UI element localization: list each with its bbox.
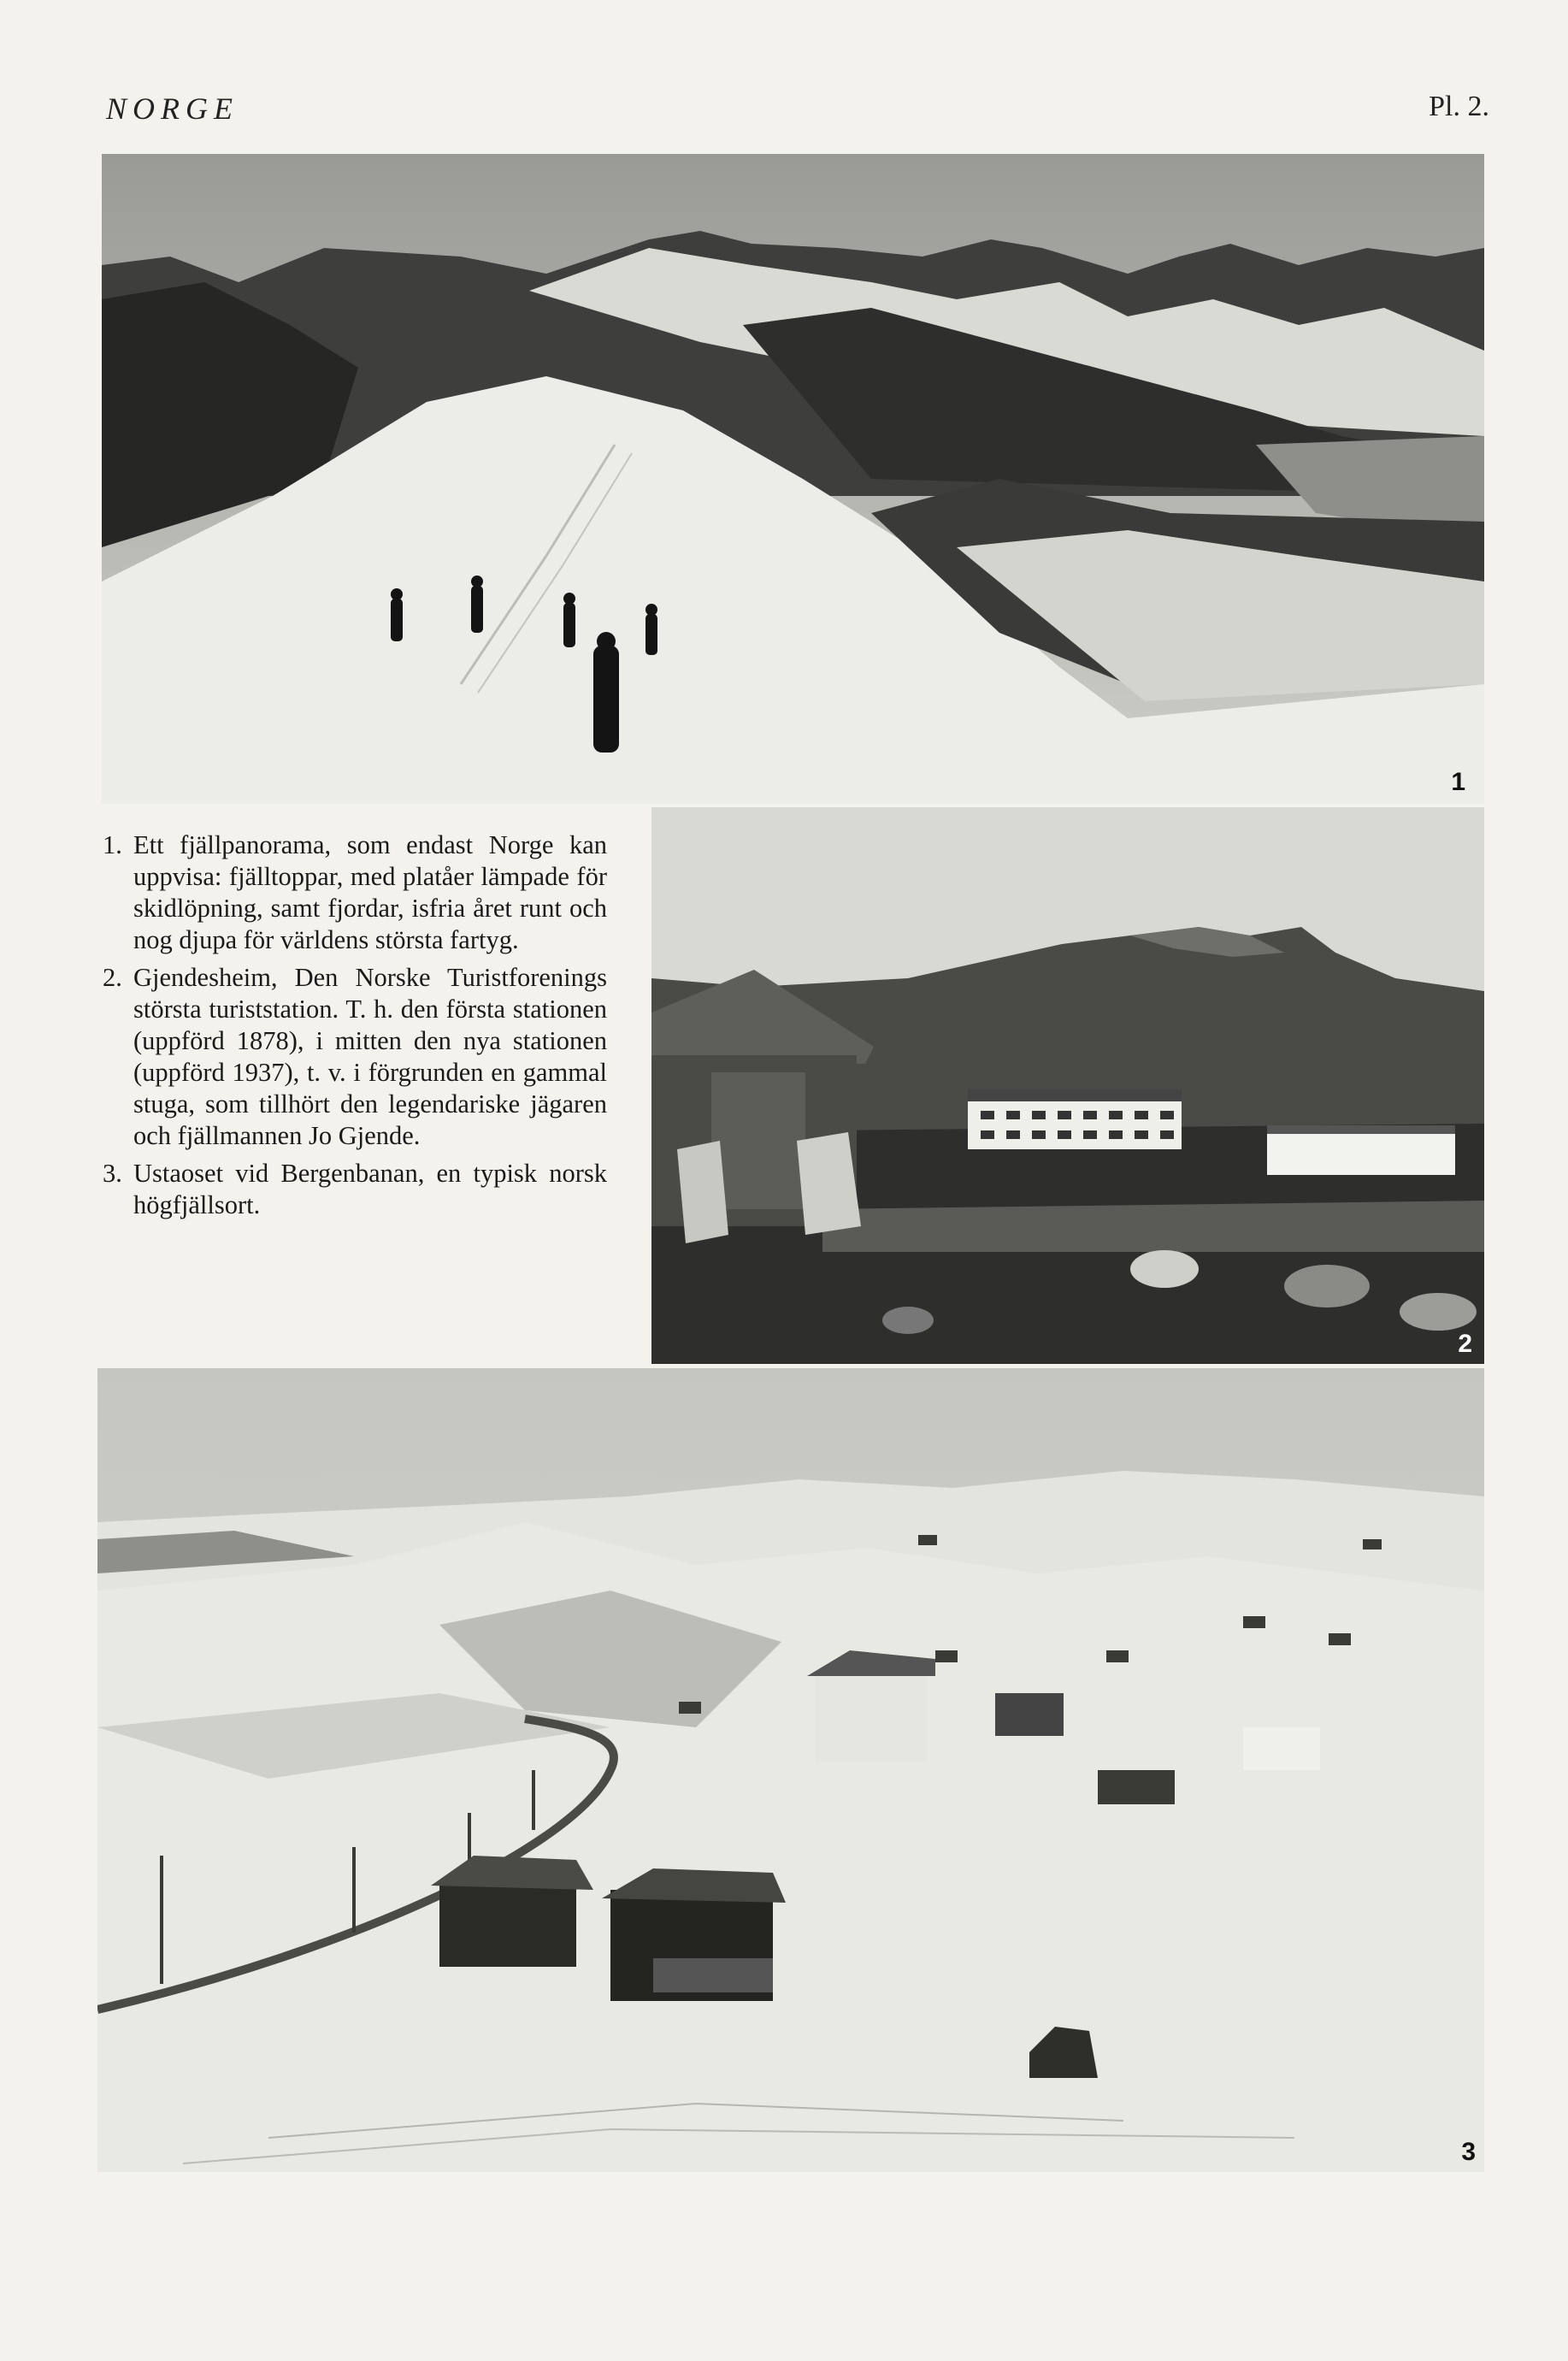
caption-3-number: 3.: [103, 1159, 122, 1188]
mountain-panorama-image: [102, 154, 1484, 804]
header-plate-number: Pl. 2.: [1429, 91, 1489, 122]
captions: [103, 829, 607, 1227]
caption-3-text: Ustaoset vid Bergenbanan, en typisk norsk högfjällsort.: [133, 1159, 607, 1219]
caption-3: [103, 1158, 607, 1221]
photo-1-label: 1: [1451, 768, 1465, 796]
ustaoset-image: [97, 1368, 1484, 2172]
caption-2-number: 2.: [103, 963, 122, 992]
gjendesheim-image: [651, 807, 1484, 1364]
caption-1-text: Ett fjällpanorama, som endast Norge kan uppvisa: fjälltoppar, med platåer lämpade för skidlöpning, samt fjordar, isfria året runt och nog djupa för världens största fartyg.: [133, 830, 607, 954]
photo-3-label: 3: [1461, 2138, 1476, 2166]
header-country: NORGE: [106, 91, 239, 126]
photo-ustaoset: [97, 1368, 1484, 2172]
caption-1-number: 1.: [103, 830, 122, 859]
photo-2-label: 2: [1458, 1330, 1472, 1358]
caption-2: [103, 962, 607, 1152]
caption-1: [103, 829, 607, 956]
photo-gjendesheim: [651, 807, 1484, 1364]
caption-2-text: Gjendesheim, Den Norske Turistforenings största turiststation. T. h. den första stationen (uppförd 1878), i mitten den nya stationen (uppförd 1937), t. v. i förgrunden en gammal stuga, som tillhört den legendariske jägaren och fjällmannen Jo Gjende.: [133, 963, 607, 1150]
photo-mountain-panorama: [102, 154, 1484, 804]
